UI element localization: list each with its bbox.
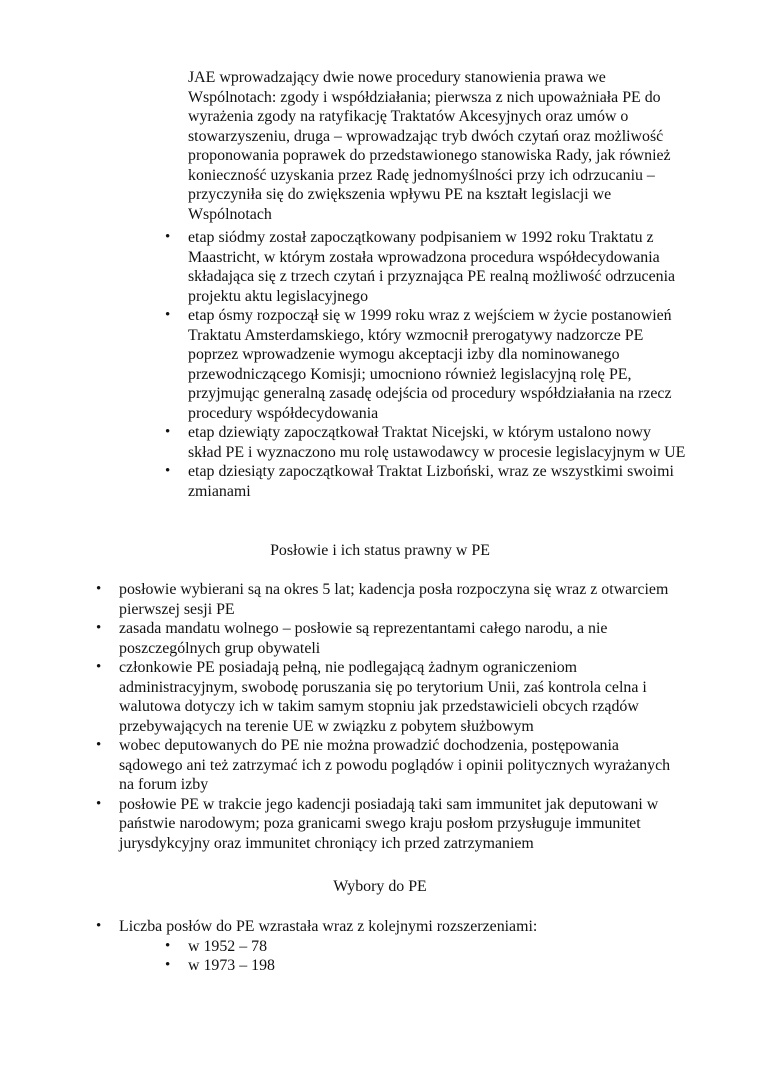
list-item-text: posłowie PE w trakcie jego kadencji posiadają taki sam immunitet jak deputowani w państwie narodowym; poza granicami swego kraju posłom przysługuje immunitet jurysdykcyjny oraz immunitet chroniący ich przed zatrzymaniem [119,795,659,852]
nested-list [119,937,679,976]
bullet-icon: • [96,581,102,597]
list-item-text: Liczba posłów do PE wzrastała wraz z kolejnymi rozszerzeniami: [119,918,538,935]
list-item-text: posłowie wybierani są na okres 5 lat; kadencja posła rozpoczyna się wraz z otwarciem pierwszej sesji PE [119,581,669,618]
section-heading-elections: Wybory do PE [333,878,427,895]
list-item [96,658,679,736]
bullet-icon: • [165,463,171,479]
bullet-icon: • [165,957,171,973]
list-item-text: etap dziesiąty zapoczątkował Traktat Lizboński, wraz ze wszystkimi swoimi zmianami [188,463,674,500]
section-heading-status: Posłowie i ich status prawny w PE [270,542,490,559]
bullet-icon: • [96,918,102,934]
nested-list-item [165,956,679,976]
list-item-text: etap dziewiąty zapoczątkował Traktat Nicejski, w którym ustalono nowy skład PE i wyznaczono mu rolę ustawodawcy w procesie legislacyjnym w UE [188,424,686,461]
nested-item-text: w 1952 – 78 [188,937,268,955]
nested-item-text: w 1973 – 198 [188,957,275,974]
continued-paragraph: JAE wprowadzający dwie nowe procedury stanowienia prawa we Wspólnotach: zgody i współdziałania; pierwsza z nich upoważniała PE do wyrażenia zgody na ratyfikację Traktatów Akcesyjnych oraz umów o stowarzyszeniu, druga – wprowadzając tryb dwóch czytań oraz możliwość proponowania poprawek do przedstawionego stanowiska Rady, jak również konieczność uzyskania przez Radę jednomyślności przy ich odrzucaniu – przyczyniła się do zwiększenia wpływu PE na kształt legislacji we Wspólnotach [188,69,671,223]
elections-list [96,917,679,976]
bullet-icon: • [96,737,102,753]
status-list [96,580,679,853]
list-item-text: etap ósmy rozpoczął się w 1999 roku wraz z wejściem w życie postanowień Traktatu Amsterdamskiego, który wzmocnił prerogatywy nadzorcze PE poprzez wprowadzenie wymogu akceptacji izby dla nominowanego przewodniczącego Komisji; umocniono również legislacyjną rolę PE, przyjmując generalną zasadę odejścia od procedury współdziałania na rzecz procedury współdecydowania [188,307,672,422]
list-item [96,736,679,795]
list-item-text: etap siódmy został zapoczątkowany podpisaniem w 1992 roku Traktatu z Maastricht, w którym została wprowadzona procedura współdecydowania składająca się z trzech czytań i przyznająca PE realną możliwość odrzucenia projektu aktu legislacyjnego [188,229,676,305]
nested-list-item [165,937,679,957]
stages-list [165,228,688,501]
list-item-text: wobec deputowanych do PE nie można prowadzić dochodzenia, postępowania sądowego ani też zatrzymać ich z powodu poglądów i opinii politycznych wyrażanych na forum izby [119,737,671,793]
list-item [96,795,679,854]
list-item [96,619,679,658]
bullet-icon: • [96,620,102,636]
bullet-icon: • [165,307,171,323]
bullet-icon: • [165,424,171,440]
bullet-icon: • [165,937,171,954]
list-item-text: zasada mandatu wolnego – posłowie są reprezentantami całego narodu, a nie poszczególnych grup obywateli [119,620,608,657]
list-item [165,423,688,462]
list-item [165,228,688,306]
list-item [96,580,679,619]
list-item [165,306,688,423]
bullet-icon: • [165,229,171,245]
bullet-icon: • [96,659,102,675]
list-item-text: członkowie PE posiadają pełną, nie podlegającą żadnym ograniczeniom administracyjnym, swobodę poruszania się po terytorium Unii, zaś kontrola celna i walutowa dotyczy ich w takim samym stopniu jak przedstawicieli obcych rządów przebywających na terenie UE w związku z pobytem służbowym [119,659,647,735]
list-item [165,462,688,501]
list-item [96,917,679,976]
bullet-icon: • [96,795,102,812]
